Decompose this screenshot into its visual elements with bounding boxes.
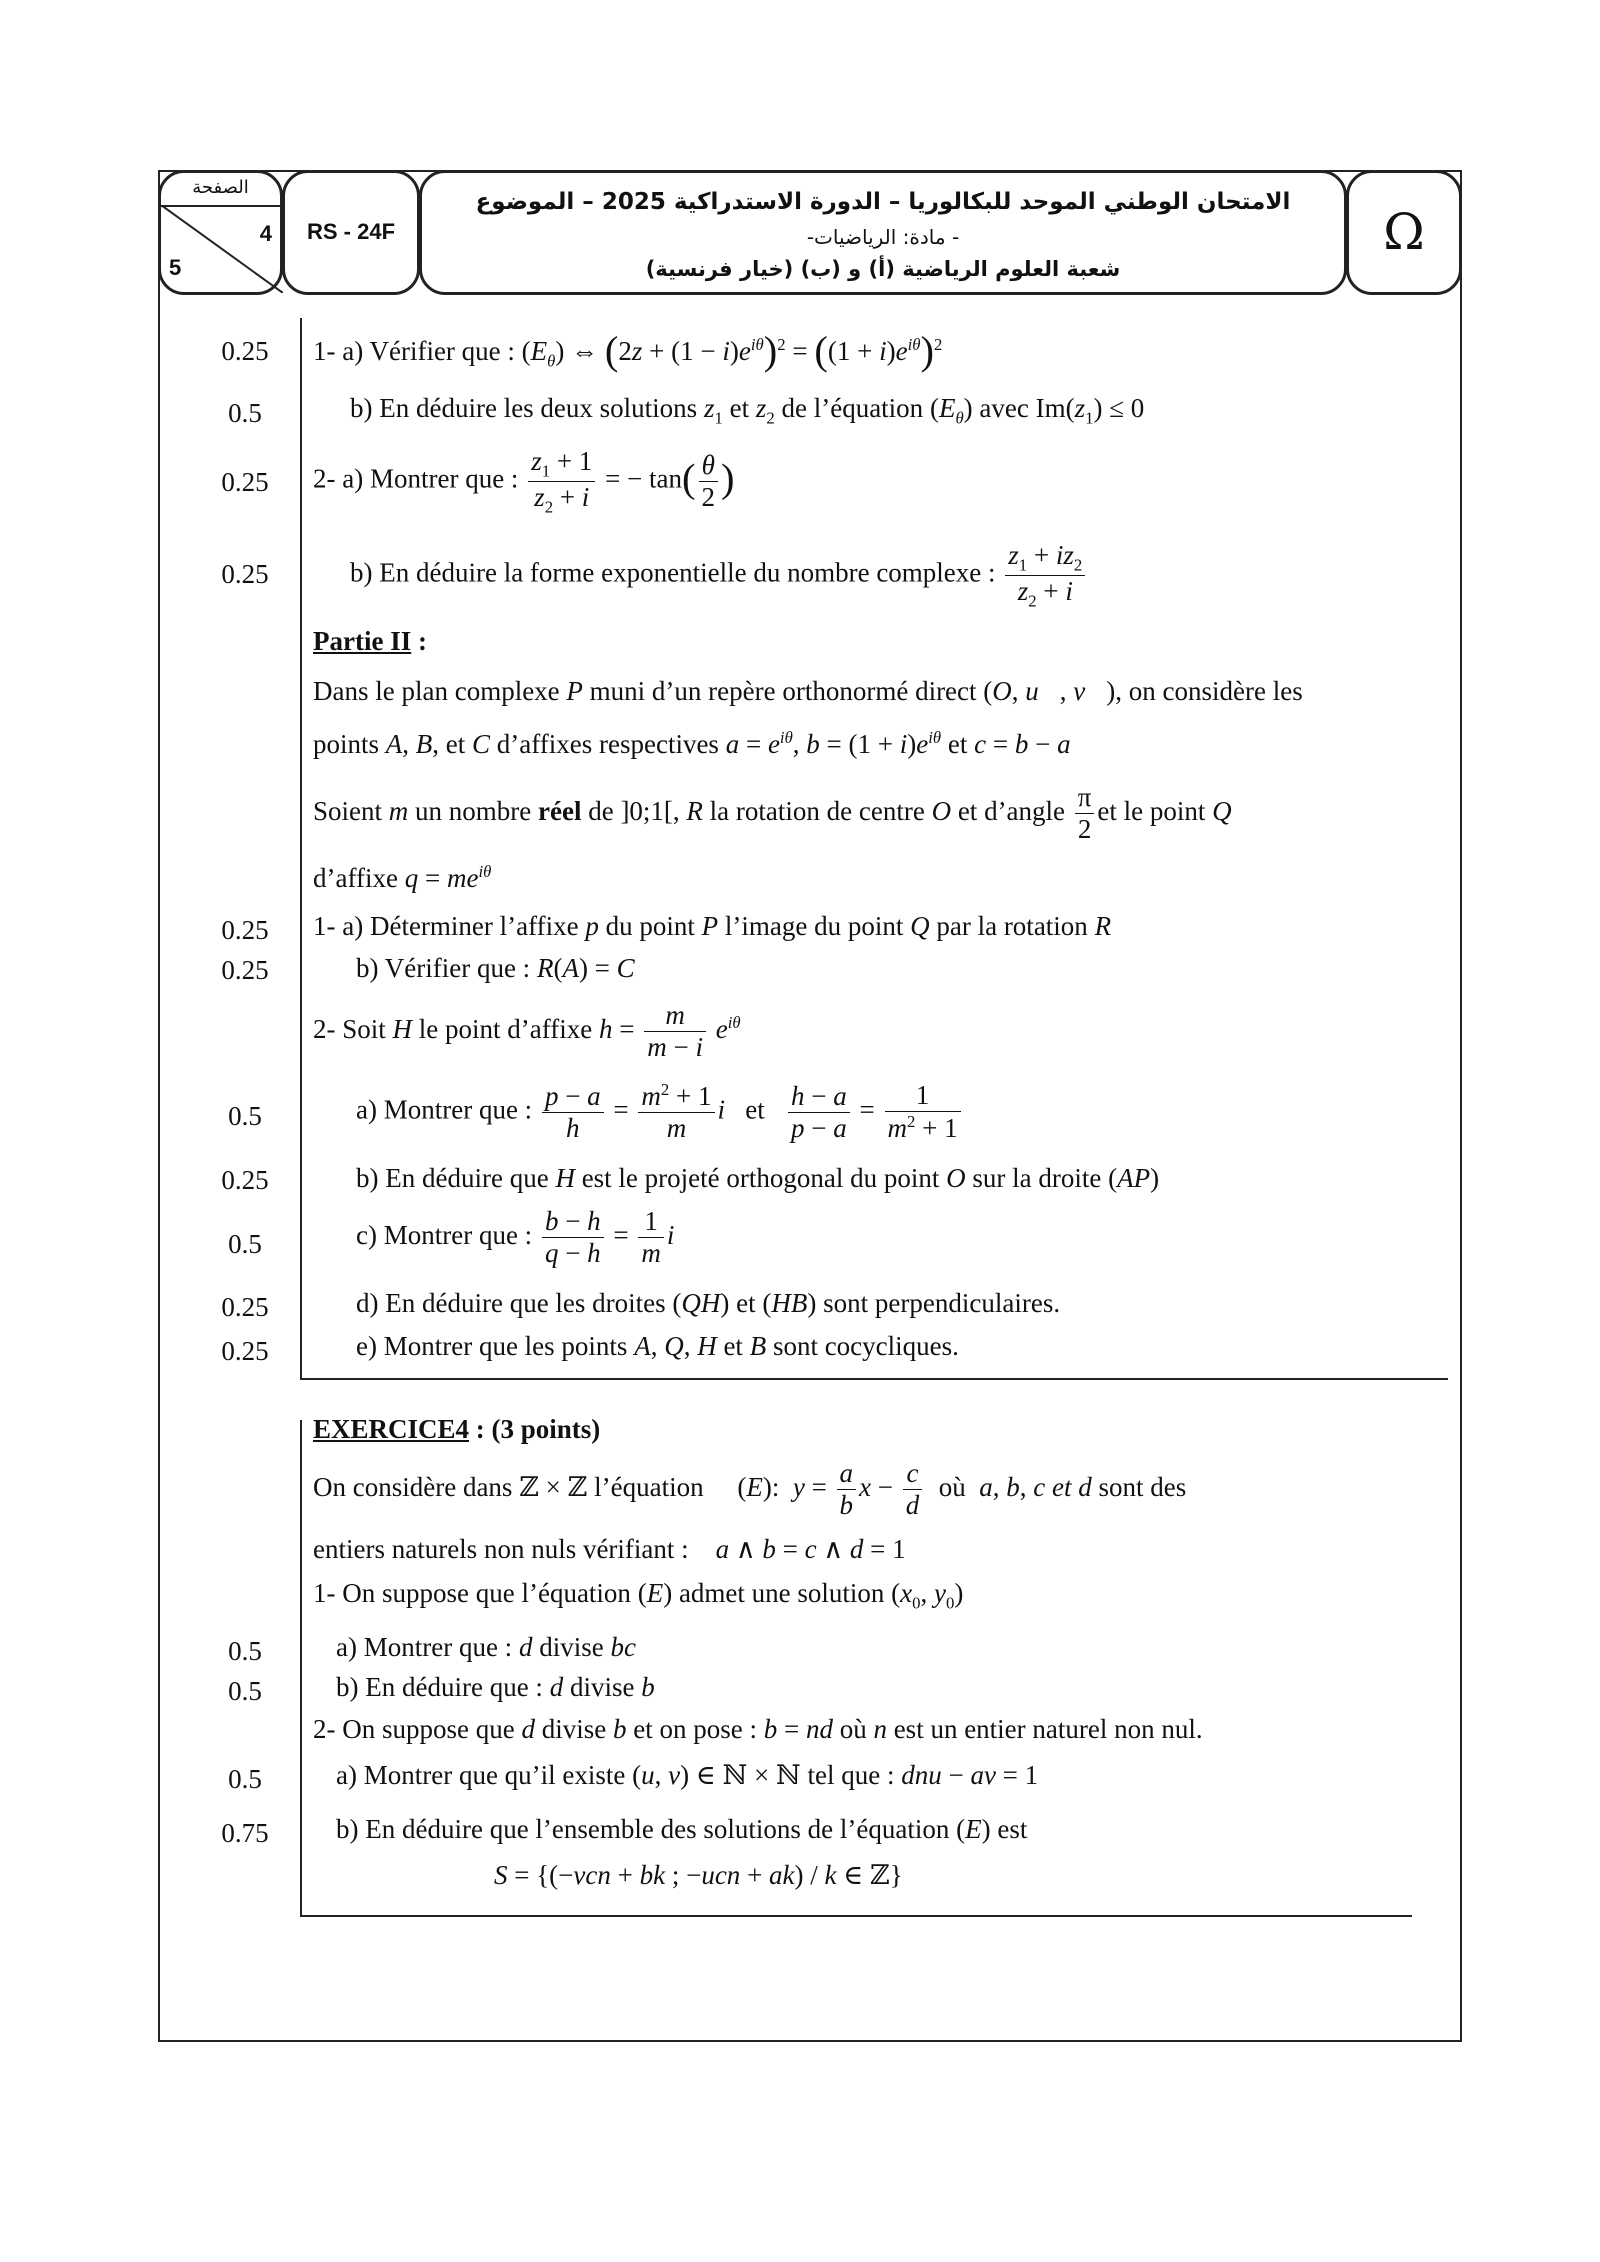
part-ii-question-2a: a) Montrer que : $\frac{p - a}{h}$ = $\frac{m^2 + 1}{m}$ i et $\frac{h - a}{p - a}$ = $\frac{1}{m^2 + 1}$ bbox=[356, 1080, 964, 1144]
exam-title: الامتحان الوطني الموحد للبكالوريا – الدورة الاستدراكية 2025 – الموضوع bbox=[475, 189, 1291, 215]
score: 0.25 bbox=[221, 1165, 269, 1195]
omega-box bbox=[1346, 170, 1462, 295]
score: 0.75 bbox=[221, 1818, 269, 1848]
score: 0.5 bbox=[228, 1229, 262, 1259]
part-ii-question-2b: b) En déduire que H est le projeté orthogonal du point O sur la droite (AP) bbox=[356, 1163, 1160, 1193]
score: 0.5 bbox=[228, 1636, 262, 1666]
exam-subject: - مادة: الرياضيات- bbox=[806, 225, 960, 249]
score: 0.5 bbox=[228, 1764, 262, 1794]
part-ii-title: Partie II : bbox=[313, 626, 427, 656]
score: 0.25 bbox=[221, 955, 269, 985]
exercise-4-question-1: 1- On suppose que l’équation (E) admet une solution ($x_0$, $y_0$) bbox=[313, 1578, 964, 1613]
question-1a: 1- a) Vérifier que : $(E_\theta)$ ⇔ $(2z + (1 - i)e^{i\theta})^2 = ((1 + i)e^{i\theta})^2$ bbox=[313, 328, 943, 373]
exercise-4-question-2b: b) En déduire que l’ensemble des solutions de l’équation (E) est bbox=[336, 1814, 1028, 1844]
score: 0.25 bbox=[221, 559, 269, 589]
part-ii-question-1b: b) Vérifier que : R(A) = C bbox=[356, 953, 635, 983]
exercise-4-title: EXERCICE4 : (3 points) bbox=[313, 1414, 601, 1444]
score: 0.25 bbox=[221, 467, 269, 497]
part-ii-question-2c: c) Montrer que : $\frac{b - h}{q - h}$ = $\frac{1}{m}$ i bbox=[356, 1206, 675, 1269]
part-end-rule bbox=[300, 1378, 1448, 1380]
exam-track: شعبة العلوم الرياضية (أ) و (ب) (خيار فرنسية) bbox=[645, 257, 1121, 281]
score: 0.25 bbox=[221, 1292, 269, 1322]
exercise-end-rule bbox=[300, 1915, 1412, 1917]
part-ii-question-2: 2- Soit H le point d’affixe h = $\frac{m}{m - i}$ $e^{i\theta}$ bbox=[313, 1000, 741, 1063]
omega-logo: Ω bbox=[1383, 203, 1425, 261]
question-2a: 2- a) Montrer que : $\frac{z_1 + 1}{z_2 + i}$ = − tan( $\frac{\theta}{2}$ ) bbox=[313, 446, 735, 517]
score: 0.25 bbox=[221, 915, 269, 945]
title-box bbox=[419, 170, 1347, 295]
page-number-box bbox=[158, 170, 283, 295]
score-separator-top bbox=[300, 318, 302, 1378]
code-box bbox=[282, 170, 420, 295]
part-ii-question-2e: e) Montrer que les points A, Q, H et B sont cocycliques. bbox=[356, 1331, 959, 1361]
score: 0.5 bbox=[228, 1101, 262, 1131]
exam-code: RS - 24F bbox=[306, 219, 396, 244]
score: 0.5 bbox=[228, 1676, 262, 1706]
exercise-4-line-1: On considère dans ℤ × ℤ l’équation (E): y = $\frac{a}{b}$ x − $\frac{c}{d}$ où a, b, c et d sont des bbox=[313, 1458, 1187, 1521]
question-2b: b) En déduire la forme exponentielle du nombre complexe : $\frac{z_1 + iz_2}{z_2 + i}$ bbox=[350, 540, 1088, 610]
exercise-4-question-2a: a) Montrer que qu’il existe (u, v) ∈ ℕ × ℕ tel que : dnu − av = 1 bbox=[336, 1760, 1039, 1790]
exercise-4-question-1b: b) En déduire que : d divise b bbox=[336, 1672, 655, 1702]
part-ii-intro-4: d’affixe $q = me^{i\theta}$ bbox=[313, 862, 492, 893]
score: 0.25 bbox=[221, 1336, 269, 1366]
part-ii-intro-3: Soient m un nombre réel de ]0;1[, R la rotation de centre O et d’angle $\frac{\pi}{2}$ et le point Q bbox=[313, 782, 1232, 845]
score: 0.25 bbox=[221, 336, 269, 366]
part-ii-question-2d: d) En déduire que les droites (QH) et (HB) sont perpendiculaires. bbox=[356, 1288, 1061, 1318]
page-label: الصفحة bbox=[192, 177, 249, 198]
page-total: 5 bbox=[169, 255, 182, 280]
exercise-4-question-2: 2- On suppose que d divise b et on pose : b = nd où n est un entier naturel non nul. bbox=[313, 1714, 1203, 1744]
exercise-4-question-1a: a) Montrer que : d divise bc bbox=[336, 1632, 636, 1662]
score-separator-bottom bbox=[300, 1420, 302, 1915]
exercise-4-line-2: entiers naturels non nuls vérifiant : a ∧ b = c ∧ d = 1 bbox=[313, 1534, 906, 1564]
score: 0.5 bbox=[228, 398, 262, 428]
solution-set: S = {(−vcn + bk ; −ucn + ak) / k ∈ ℤ} bbox=[494, 1860, 903, 1890]
part-ii-question-1a: 1- a) Déterminer l’affixe p du point P l’image du point Q par la rotation R bbox=[313, 911, 1112, 941]
question-1b: b) En déduire les deux solutions $z_1$ et $z_2$ de l’équation $(E_\theta)$ avec $Im(z_1) \le 0$ bbox=[350, 393, 1145, 428]
part-ii-intro-2: points A, B, et C d’affixes respectives $a = e^{i\theta}$, $b = (1 + i)e^{i\theta}$ et c = b − a bbox=[313, 728, 1071, 759]
part-ii-intro-1: Dans le plan complexe P muni d’un repère orthonormé direct (O, u⃗, v⃗), on considère les bbox=[313, 676, 1303, 706]
page-number: 4 bbox=[259, 221, 272, 246]
